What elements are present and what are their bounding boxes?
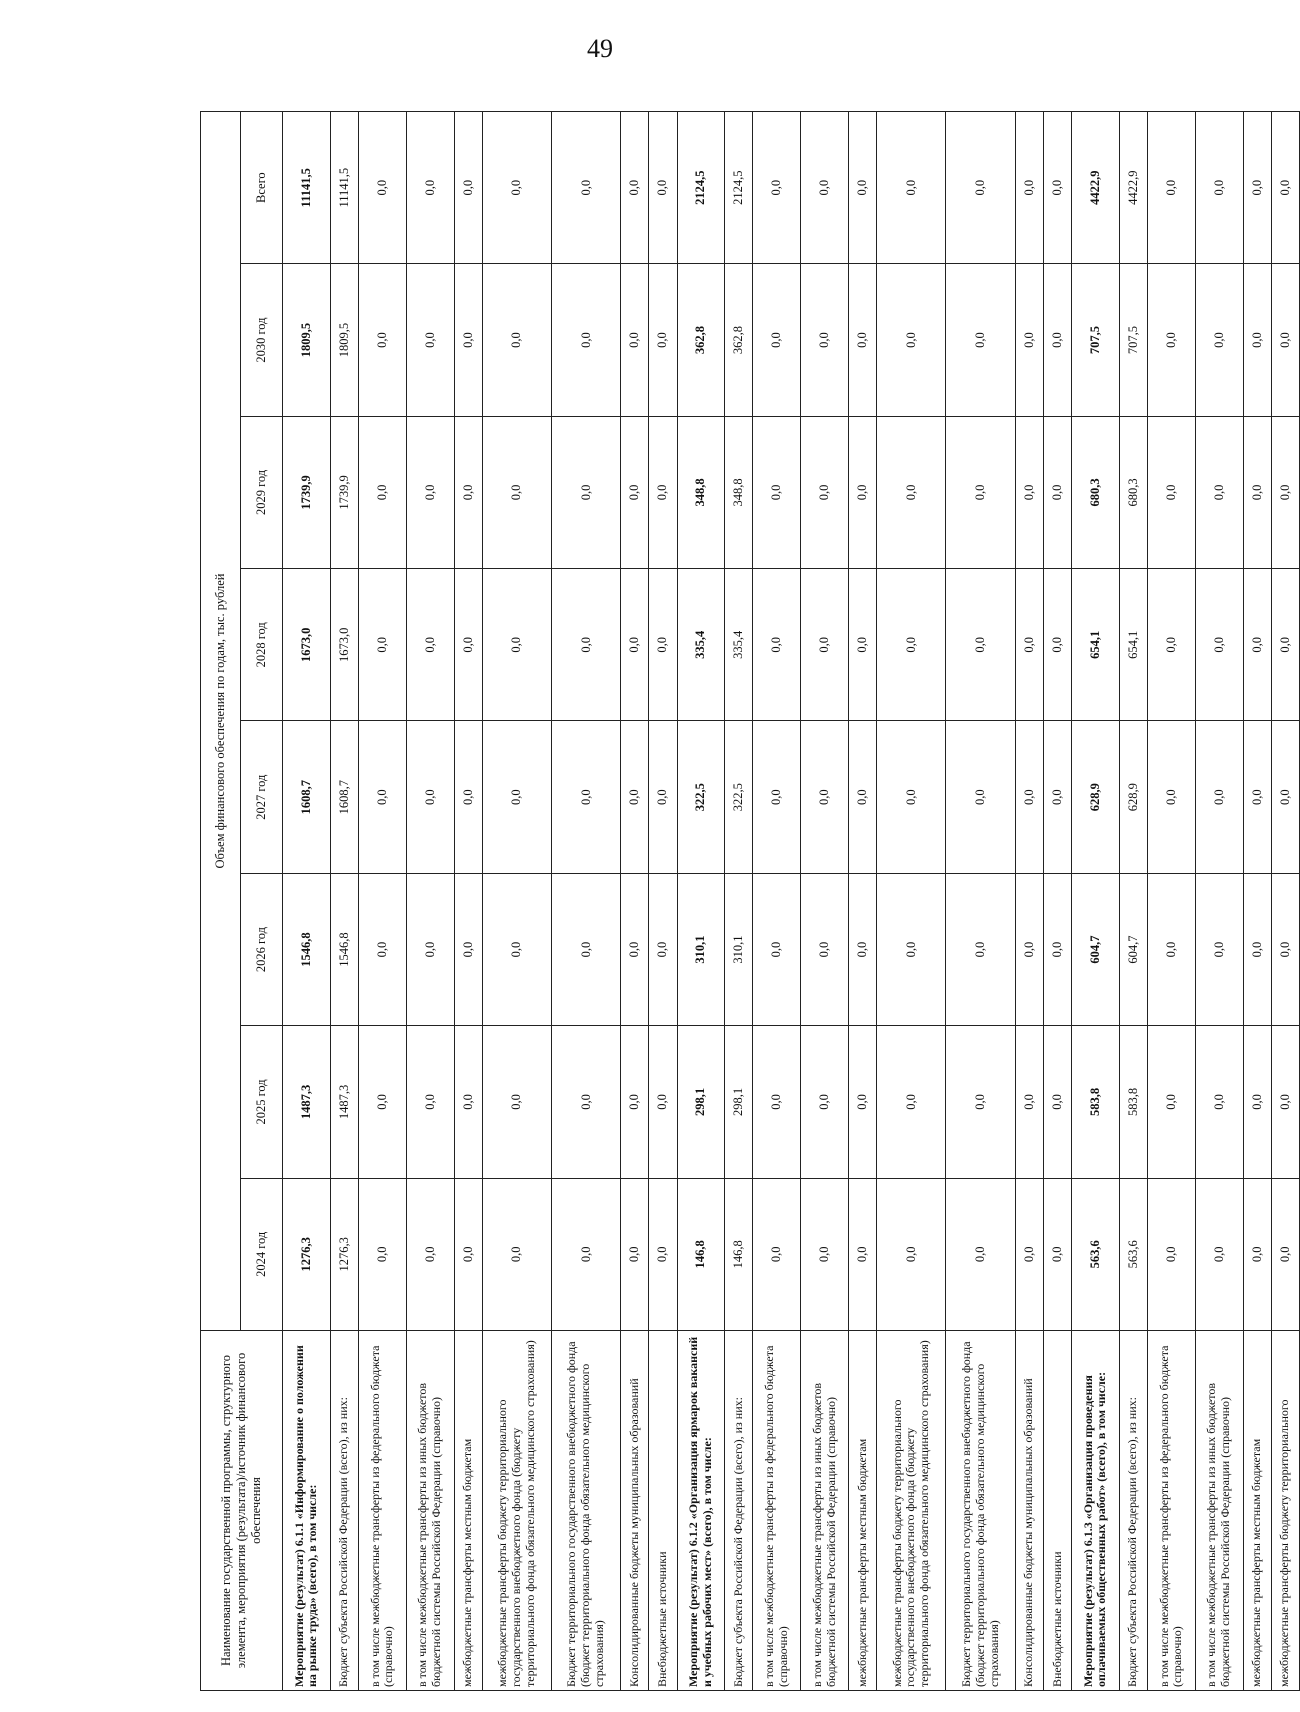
value-cell: 0,0	[1015, 416, 1043, 568]
value-cell: 0,0	[1243, 1178, 1271, 1330]
row-name-cell: Мероприятие (результат) 6.1.2 «Организация ярмарок вакансий и учебных рабочих мест» (всего), в том числе:	[677, 1331, 725, 1691]
value-cell: 0,0	[1195, 264, 1243, 416]
table-row	[1195, 112, 1243, 1691]
row-name-cell: Мероприятие (результат) 6.1.3 «Организация проведения оплачиваемых общественных работ» (всего), в том числе:	[1072, 1331, 1120, 1691]
row-name-cell: межбюджетные трансферты бюджету территориального государственного внебюджетного фонда (бюджету территориального фонда обязательного медицинского страхования)	[482, 1331, 551, 1691]
row-name-cell: межбюджетные трансферты местным бюджетам	[849, 1331, 877, 1691]
row-name-cell: Бюджет территориального государственного внебюджетного фонда (бюджет территориального фонда обязательного медицинского страхования)	[946, 1331, 1015, 1691]
value-cell: 0,0	[801, 1178, 849, 1330]
value-cell: 0,0	[482, 569, 551, 721]
table-row	[621, 112, 649, 1691]
value-cell: 0,0	[551, 264, 620, 416]
value-cell: 563,6	[1072, 1178, 1120, 1330]
value-cell: 0,0	[406, 264, 454, 416]
value-cell: 0,0	[482, 1026, 551, 1178]
year-header: 2024 год	[241, 1178, 283, 1330]
table-row	[358, 112, 406, 1691]
value-cell: 0,0	[1195, 1178, 1243, 1330]
value-cell: 1487,3	[330, 1026, 358, 1178]
name-column-header: Наименование государственной программы, структурного элемента, мероприятия (результата)/источник финансового обеспечения	[201, 1331, 283, 1691]
value-cell: 0,0	[753, 721, 801, 873]
value-cell: 0,0	[621, 112, 649, 264]
value-cell: 0,0	[1015, 721, 1043, 873]
value-cell: 0,0	[1243, 416, 1271, 568]
value-cell: 0,0	[482, 416, 551, 568]
value-cell: 0,0	[1147, 1026, 1195, 1178]
value-cell: 0,0	[621, 721, 649, 873]
value-cell: 654,1	[1072, 569, 1120, 721]
value-cell: 0,0	[1271, 1026, 1299, 1178]
value-cell: 0,0	[406, 1178, 454, 1330]
value-cell: 0,0	[801, 112, 849, 264]
row-name-cell: межбюджетные трансферты бюджету территориального	[1271, 1331, 1299, 1691]
value-cell: 0,0	[482, 112, 551, 264]
row-name-cell: Бюджет территориального государственного внебюджетного фонда (бюджет территориального фонда обязательного медицинского страхования)	[551, 1331, 620, 1691]
value-cell: 298,1	[677, 1026, 725, 1178]
finance-table	[200, 111, 1300, 1691]
value-cell: 1608,7	[330, 721, 358, 873]
value-cell: 1608,7	[283, 721, 331, 873]
value-cell: 1809,5	[283, 264, 331, 416]
value-cell: 680,3	[1072, 416, 1120, 568]
value-cell: 0,0	[877, 1026, 946, 1178]
value-cell: 0,0	[849, 569, 877, 721]
value-cell: 11141,5	[283, 112, 331, 264]
value-cell: 0,0	[551, 1178, 620, 1330]
table-row	[330, 112, 358, 1691]
value-cell: 0,0	[406, 721, 454, 873]
value-cell: 0,0	[877, 416, 946, 568]
value-cell: 0,0	[358, 1178, 406, 1330]
row-name-cell: в том числе межбюджетные трансферты из федерального бюджета (справочно)	[753, 1331, 801, 1691]
value-cell: 0,0	[849, 873, 877, 1025]
value-cell: 0,0	[1195, 721, 1243, 873]
row-name-cell: межбюджетные трансферты местным бюджетам	[454, 1331, 482, 1691]
value-cell: 0,0	[621, 1026, 649, 1178]
value-cell: 583,8	[1119, 1026, 1147, 1178]
value-cell: 0,0	[1043, 416, 1071, 568]
table-row	[725, 112, 753, 1691]
value-cell: 0,0	[849, 1026, 877, 1178]
value-cell: 1809,5	[330, 264, 358, 416]
value-cell: 0,0	[801, 416, 849, 568]
value-cell: 0,0	[1147, 873, 1195, 1025]
value-cell: 11141,5	[330, 112, 358, 264]
value-cell: 0,0	[1015, 112, 1043, 264]
value-cell: 0,0	[1243, 112, 1271, 264]
value-cell: 0,0	[358, 569, 406, 721]
value-cell: 0,0	[406, 569, 454, 721]
value-cell: 0,0	[877, 569, 946, 721]
value-cell: 1673,0	[283, 569, 331, 721]
value-cell: 0,0	[1015, 264, 1043, 416]
value-cell: 0,0	[946, 1026, 1015, 1178]
value-cell: 0,0	[621, 416, 649, 568]
value-cell: 0,0	[649, 1178, 677, 1330]
table-row	[649, 112, 677, 1691]
value-cell: 1487,3	[283, 1026, 331, 1178]
table-row	[877, 112, 946, 1691]
value-cell: 0,0	[1147, 416, 1195, 568]
value-cell: 0,0	[753, 416, 801, 568]
value-cell: 0,0	[801, 569, 849, 721]
value-cell: 0,0	[649, 1026, 677, 1178]
value-cell: 348,8	[725, 416, 753, 568]
row-name-cell: в том числе межбюджетные трансферты из федерального бюджета (справочно)	[358, 1331, 406, 1691]
value-cell: 0,0	[849, 416, 877, 568]
value-cell: 322,5	[725, 721, 753, 873]
value-cell: 0,0	[801, 1026, 849, 1178]
value-cell: 0,0	[1043, 569, 1071, 721]
value-cell: 0,0	[1243, 873, 1271, 1025]
value-cell: 0,0	[454, 1026, 482, 1178]
table-row	[1072, 112, 1120, 1691]
table-row	[801, 112, 849, 1691]
year-header: 2028 год	[241, 569, 283, 721]
value-cell: 0,0	[1043, 1026, 1071, 1178]
value-cell: 0,0	[454, 721, 482, 873]
value-cell: 583,8	[1072, 1026, 1120, 1178]
value-cell: 0,0	[621, 1178, 649, 1330]
value-cell: 0,0	[358, 1026, 406, 1178]
value-cell: 0,0	[1043, 264, 1071, 416]
value-cell: 1276,3	[283, 1178, 331, 1330]
value-cell: 362,8	[725, 264, 753, 416]
table-row	[1147, 112, 1195, 1691]
value-cell: 0,0	[1147, 721, 1195, 873]
row-name-cell: Консолидированные бюджеты муниципальных образований	[1015, 1331, 1043, 1691]
value-cell: 0,0	[482, 1178, 551, 1330]
row-name-cell: межбюджетные трансферты бюджету территориального государственного внебюджетного фонда (бюджету территориального фонда обязательного медицинского страхования)	[877, 1331, 946, 1691]
value-cell: 0,0	[1043, 1178, 1071, 1330]
row-name-cell: Бюджет субъекта Российской Федерации (всего), из них:	[1119, 1331, 1147, 1691]
table-row	[283, 112, 331, 1691]
value-cell: 0,0	[877, 721, 946, 873]
value-cell: 0,0	[649, 416, 677, 568]
value-cell: 0,0	[753, 873, 801, 1025]
year-header: 2025 год	[241, 1026, 283, 1178]
value-cell: 335,4	[677, 569, 725, 721]
year-header: 2027 год	[241, 721, 283, 873]
value-cell: 0,0	[753, 1026, 801, 1178]
value-cell: 628,9	[1072, 721, 1120, 873]
value-cell: 0,0	[1271, 873, 1299, 1025]
value-cell: 0,0	[358, 873, 406, 1025]
value-cell: 0,0	[358, 416, 406, 568]
value-cell: 1546,8	[330, 873, 358, 1025]
table-row	[849, 112, 877, 1691]
value-cell: 1739,9	[283, 416, 331, 568]
row-name-cell: Внебюджетные источники	[1043, 1331, 1071, 1691]
value-cell: 680,3	[1119, 416, 1147, 568]
value-cell: 0,0	[1271, 1178, 1299, 1330]
value-cell: 1739,9	[330, 416, 358, 568]
value-cell: 0,0	[454, 873, 482, 1025]
value-cell: 298,1	[725, 1026, 753, 1178]
table-row	[1243, 112, 1271, 1691]
value-cell: 0,0	[1243, 264, 1271, 416]
value-cell: 0,0	[482, 721, 551, 873]
value-cell: 0,0	[358, 264, 406, 416]
value-cell: 0,0	[946, 112, 1015, 264]
value-cell: 0,0	[849, 721, 877, 873]
year-header: Всего	[241, 112, 283, 264]
value-cell: 0,0	[801, 264, 849, 416]
value-cell: 0,0	[551, 569, 620, 721]
table-row	[454, 112, 482, 1691]
value-cell: 348,8	[677, 416, 725, 568]
value-cell: 0,0	[621, 569, 649, 721]
row-name-cell: в том числе межбюджетные трансферты из иных бюджетов бюджетной системы Российской Федерации (справочно)	[1195, 1331, 1243, 1691]
value-cell: 604,7	[1072, 873, 1120, 1025]
value-cell: 0,0	[551, 112, 620, 264]
value-cell: 0,0	[649, 569, 677, 721]
value-cell: 0,0	[482, 264, 551, 416]
value-cell: 0,0	[946, 873, 1015, 1025]
row-name-cell: Бюджет субъекта Российской Федерации (всего), из них:	[330, 1331, 358, 1691]
value-cell: 1673,0	[330, 569, 358, 721]
value-cell: 0,0	[1271, 264, 1299, 416]
value-cell: 0,0	[621, 873, 649, 1025]
value-cell: 0,0	[753, 264, 801, 416]
value-cell: 0,0	[1243, 1026, 1271, 1178]
value-cell: 0,0	[1195, 873, 1243, 1025]
value-cell: 0,0	[1043, 112, 1071, 264]
value-cell: 654,1	[1119, 569, 1147, 721]
value-cell: 0,0	[946, 1178, 1015, 1330]
table-row	[1043, 112, 1071, 1691]
page-number: 49	[587, 34, 613, 63]
value-cell: 0,0	[454, 264, 482, 416]
value-cell: 0,0	[801, 721, 849, 873]
value-cell: 0,0	[946, 721, 1015, 873]
value-cell: 146,8	[725, 1178, 753, 1330]
table-row	[1015, 112, 1043, 1691]
table-row	[551, 112, 620, 1691]
value-cell: 0,0	[1015, 1178, 1043, 1330]
value-cell: 0,0	[1195, 416, 1243, 568]
row-name-cell: Консолидированные бюджеты муниципальных образований	[621, 1331, 649, 1691]
value-cell: 0,0	[358, 112, 406, 264]
value-cell: 310,1	[725, 873, 753, 1025]
value-cell: 0,0	[1043, 721, 1071, 873]
value-cell: 362,8	[677, 264, 725, 416]
table-row	[1271, 112, 1299, 1691]
value-cell: 0,0	[1147, 569, 1195, 721]
row-name-cell: Бюджет субъекта Российской Федерации (всего), из них:	[725, 1331, 753, 1691]
value-cell: 335,4	[725, 569, 753, 721]
value-cell: 146,8	[677, 1178, 725, 1330]
value-cell: 0,0	[649, 721, 677, 873]
table-row	[1119, 112, 1147, 1691]
value-cell: 0,0	[551, 873, 620, 1025]
row-name-cell: в том числе межбюджетные трансферты из федерального бюджета (справочно)	[1147, 1331, 1195, 1691]
value-cell: 1546,8	[283, 873, 331, 1025]
value-cell: 0,0	[358, 721, 406, 873]
value-cell: 0,0	[1243, 721, 1271, 873]
value-cell: 0,0	[551, 1026, 620, 1178]
value-cell: 0,0	[877, 264, 946, 416]
value-cell: 0,0	[1015, 873, 1043, 1025]
value-cell: 0,0	[1271, 721, 1299, 873]
row-name-cell: Внебюджетные источники	[649, 1331, 677, 1691]
table-row	[753, 112, 801, 1691]
value-cell: 0,0	[946, 264, 1015, 416]
table-row	[406, 112, 454, 1691]
value-cell: 0,0	[454, 1178, 482, 1330]
year-header: 2029 год	[241, 416, 283, 568]
value-cell: 310,1	[677, 873, 725, 1025]
value-cell: 0,0	[454, 416, 482, 568]
row-name-cell: Мероприятие (результат) 6.1.1 «Информирование о положении на рынке труда» (всего), в том числе:	[283, 1331, 331, 1691]
value-cell: 0,0	[649, 264, 677, 416]
value-cell: 0,0	[482, 873, 551, 1025]
value-cell: 0,0	[1271, 569, 1299, 721]
value-cell: 0,0	[946, 416, 1015, 568]
row-name-cell: межбюджетные трансферты местным бюджетам	[1243, 1331, 1271, 1691]
value-cell: 0,0	[1271, 112, 1299, 264]
value-cell: 0,0	[753, 1178, 801, 1330]
value-cell: 0,0	[406, 1026, 454, 1178]
value-cell: 0,0	[877, 1178, 946, 1330]
value-cell: 604,7	[1119, 873, 1147, 1025]
value-cell: 0,0	[454, 112, 482, 264]
value-cell: 0,0	[406, 112, 454, 264]
value-cell: 628,9	[1119, 721, 1147, 873]
value-cell: 0,0	[551, 416, 620, 568]
value-cell: 0,0	[1195, 569, 1243, 721]
value-cell: 0,0	[649, 873, 677, 1025]
value-cell: 0,0	[946, 569, 1015, 721]
value-cell: 0,0	[1015, 1026, 1043, 1178]
value-cell: 0,0	[849, 264, 877, 416]
rotated-table-container	[200, 111, 1300, 1691]
value-cell: 0,0	[649, 112, 677, 264]
value-cell: 0,0	[1147, 112, 1195, 264]
value-cell: 4422,9	[1119, 112, 1147, 264]
value-cell: 707,5	[1119, 264, 1147, 416]
value-cell: 0,0	[1195, 1026, 1243, 1178]
value-cell: 0,0	[1243, 569, 1271, 721]
table-row	[677, 112, 725, 1691]
row-name-cell: в том числе межбюджетные трансферты из иных бюджетов бюджетной системы Российской Федерации (справочно)	[801, 1331, 849, 1691]
value-cell: 0,0	[1195, 112, 1243, 264]
value-cell: 322,5	[677, 721, 725, 873]
table-body	[283, 112, 1300, 1691]
value-cell: 0,0	[849, 1178, 877, 1330]
value-cell: 0,0	[1043, 873, 1071, 1025]
value-cell: 707,5	[1072, 264, 1120, 416]
value-cell: 0,0	[753, 112, 801, 264]
value-cell: 1276,3	[330, 1178, 358, 1330]
table-row	[946, 112, 1015, 1691]
value-cell: 0,0	[551, 721, 620, 873]
value-cell: 2124,5	[725, 112, 753, 264]
value-cell: 0,0	[1147, 264, 1195, 416]
value-cell: 0,0	[1271, 416, 1299, 568]
value-cell: 0,0	[753, 569, 801, 721]
value-cell: 0,0	[1147, 1178, 1195, 1330]
value-cell: 0,0	[406, 873, 454, 1025]
value-cell: 0,0	[801, 873, 849, 1025]
value-cell: 563,6	[1119, 1178, 1147, 1330]
value-cell: 0,0	[454, 569, 482, 721]
value-cell: 0,0	[849, 112, 877, 264]
year-header: 2026 год	[241, 873, 283, 1025]
year-header: 2030 год	[241, 264, 283, 416]
value-cell: 0,0	[877, 873, 946, 1025]
value-cell: 0,0	[877, 112, 946, 264]
value-cell: 4422,9	[1072, 112, 1120, 264]
row-name-cell: в том числе межбюджетные трансферты из иных бюджетов бюджетной системы Российской Федерации (справочно)	[406, 1331, 454, 1691]
value-cell: 0,0	[1015, 569, 1043, 721]
value-cell: 2124,5	[677, 112, 725, 264]
funding-group-header: Объем финансового обеспечения по годам, тыс. рублей	[201, 112, 241, 1331]
table-row	[482, 112, 551, 1691]
value-cell: 0,0	[406, 416, 454, 568]
value-cell: 0,0	[621, 264, 649, 416]
